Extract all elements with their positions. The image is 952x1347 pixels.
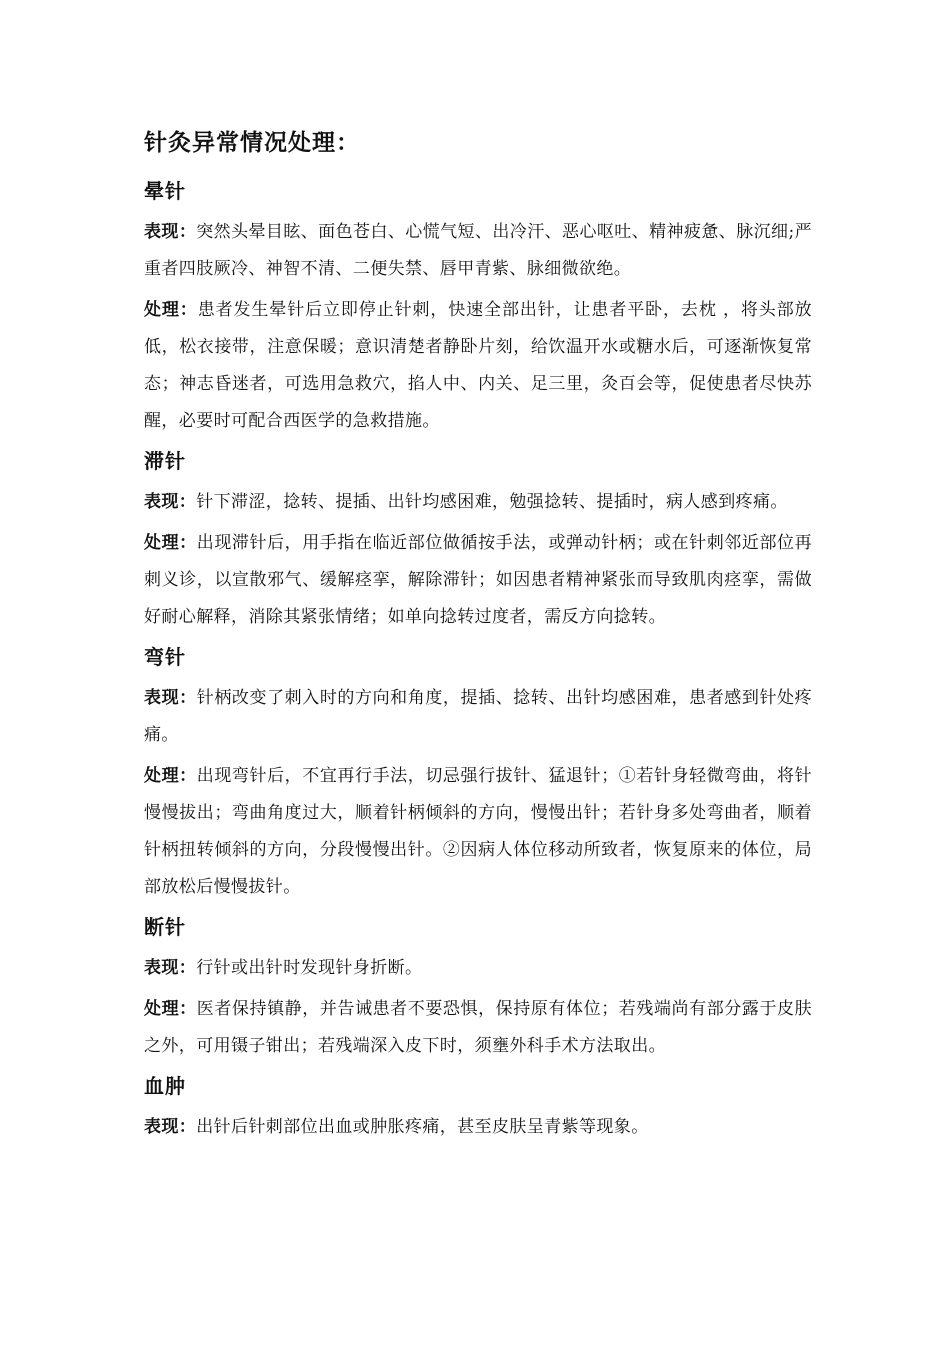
treatment-paragraph <box>144 758 812 906</box>
symptom-text: 行针或出针时发现针身折断。 <box>196 958 423 978</box>
symptom-text: 出针后针刺部位出血或肿胀疼痛，甚至皮肤呈青紫等现象。 <box>196 1117 649 1137</box>
section-heading: 血肿 <box>144 1074 186 1098</box>
symptom-text: 突然头晕目眩、面色苍白、心慌气短、出冷汗、恶心呕吐、精神疲惫、脉沉细;严重者四肢厥冷、神智不清、二便失禁、唇甲青紫、脉细微欲绝。 <box>144 222 812 279</box>
symptom-label: 表现： <box>144 492 197 512</box>
treatment-paragraph <box>144 292 812 440</box>
treatment-label: 处理： <box>144 533 197 553</box>
section-heading: 晕针 <box>144 179 186 203</box>
treatment-label: 处理： <box>144 766 197 786</box>
symptom-text: 针下滞涩，捻转、提插、出针均感困难，勉强捻转、提插时，病人感到疼痛。 <box>196 492 788 512</box>
section-zhizhen <box>144 444 812 636</box>
symptom-paragraph <box>144 680 812 754</box>
treatment-label: 处理： <box>144 300 198 320</box>
section-wanzhen <box>144 640 812 906</box>
treatment-text: 医者保持镇静，并告诫患者不要恐惧，保持原有体位；若残端尚有部分露于皮肤之外，可用镊子钳出；若残端深入皮下时，须壅外科手术方法取出。 <box>144 999 813 1056</box>
treatment-paragraph <box>144 991 812 1065</box>
treatment-text: 出现滞针后，用手指在临近部位做循按手法，或弹动针柄；或在针刺邻近部位再刺义诊，以宣散邪气、缓解痉挛，解除滞针；如因患者精神紧张而导致肌肉痉挛，需做好耐心解释，消除其紧张情绪；如单向捻转过度者，需反方向捻转。 <box>144 533 813 627</box>
section-heading: 弯针 <box>144 645 186 669</box>
symptom-label: 表现： <box>144 222 197 242</box>
symptom-paragraph <box>144 950 812 987</box>
symptom-label: 表现： <box>144 1117 197 1137</box>
section-heading: 滞针 <box>144 449 186 473</box>
symptom-paragraph <box>144 484 812 521</box>
section-yunzhen <box>144 174 812 440</box>
document-title: 针灸异常情况处理： <box>144 130 360 156</box>
section-xuezhong <box>144 1069 812 1146</box>
treatment-paragraph <box>144 525 812 636</box>
section-duanzhen <box>144 910 812 1065</box>
treatment-text: 出现弯针后，不宜再行手法，切忌强行拔针、猛退针；①若针身轻微弯曲，将针慢慢拔出；弯曲角度过大，顺着针柄倾斜的方向，慢慢出针；若针身多处弯曲者，顺着针柄扭转倾斜的方向，分段慢慢出针。②因病人体位移动所致者，恢复原来的体位，局部放松后慢慢拔针。 <box>144 766 813 897</box>
treatment-text: 患者发生晕针后立即停止针刺，快速全部出针，让患者平卧，去枕 ，将头部放低，松衣接带，注意保暖；意识清楚者静卧片刻，给饮温开水或糖水后，可逐渐恢复常态；神志昏迷者，可选用急救穴，掐人中、内关、足三里，灸百会等，促使患者尽快苏醒，必要时可配合西医学的急救措施。 <box>144 300 813 431</box>
symptom-paragraph <box>144 214 812 288</box>
symptom-label: 表现： <box>144 688 197 708</box>
section-heading: 断针 <box>144 915 186 939</box>
symptom-text: 针柄改变了刺入时的方向和角度，提插、捻转、出针均感困难，患者感到针处疼痛。 <box>144 688 813 745</box>
symptom-paragraph <box>144 1109 812 1146</box>
treatment-label: 处理： <box>144 999 197 1019</box>
document-page <box>144 124 812 1150</box>
symptom-label: 表现： <box>144 958 197 978</box>
